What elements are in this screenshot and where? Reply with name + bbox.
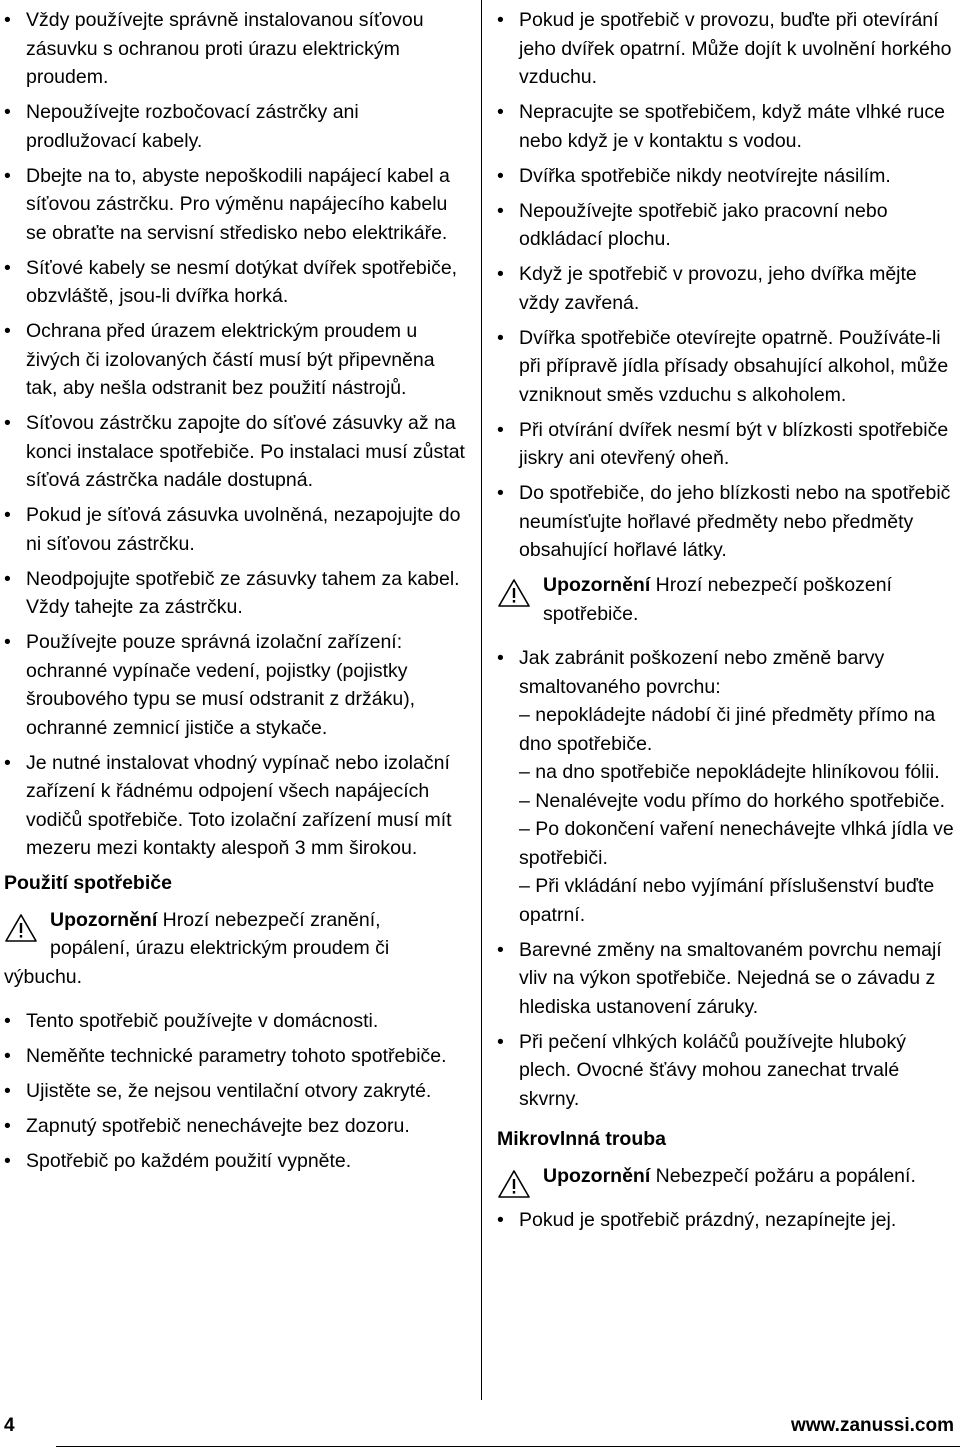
list-item: • Nepoužívejte rozbočovací zástrčky ani prodlužovací kabely. (4, 98, 467, 155)
list-item: • Spotřebič po každém použití vypněte. (4, 1147, 467, 1176)
section-heading-usage: Použití spotřebiče (4, 872, 172, 894)
enamel-sub-item: – Nenalévejte vodu přímo do horkého spotřebiče. (519, 789, 946, 812)
enamel-sub-item: – na dno spotřebiče nepokládejte hliníkovou fólii. (519, 761, 940, 783)
list-item: • Síťové kabely se nesmí dotýkat dvířek spotřebiče, obzvláště, jsou-li dvířka horká. (4, 254, 467, 311)
enamel-sub-item: – Při vkládání nebo vyjímání příslušenství buďte opatrní. (519, 875, 935, 926)
list-item-enamel (497, 644, 955, 929)
column-divider (481, 0, 482, 1400)
left-column (4, 6, 467, 1182)
list-item: • Zapnutý spotřebič nenechávejte bez dozoru. (4, 1112, 467, 1141)
enamel-intro: Jak zabránit poškození nebo změně barvy smaltovaného povrchu: (519, 647, 885, 698)
warning-triangle-icon (497, 1169, 531, 1199)
warning-usage (4, 906, 467, 992)
warning-fire (497, 1162, 955, 1191)
list-item: • Ujistěte se, že nejsou ventilační otvory zakryté. (4, 1077, 467, 1106)
list-item: • Při pečení vlhkých koláčů používejte hluboký plech. Ovocné šťávy mohou zanechat trvalé skvrny. (497, 1028, 955, 1114)
enamel-sub-item: – Po dokončení vaření nenechávejte vlhká jídla ve spotřebiči. (519, 818, 954, 869)
left-safety-list (4, 6, 467, 863)
right-microwave-list (497, 1206, 955, 1235)
list-item: • Při otvírání dvířek nesmí být v blízkosti spotřebiče jiskry ani otevřený oheň. (497, 416, 955, 473)
right-column (497, 6, 955, 1241)
warning-triangle-icon (4, 913, 38, 943)
list-item: • Dvířka spotřebiče otevírejte opatrně. Používáte-li při přípravě jídla přísady obsahující alkohol, může vzniknout směs vzduchu s alkoholem. (497, 324, 955, 410)
warning-text: Hrozí nebezpečí poškození spotřebiče. (543, 574, 892, 625)
warning-damage (497, 571, 955, 628)
list-item: • Barevné změny na smaltovaném povrchu nemají vliv na výkon spotřebiče. Nejedná se o závadu z hlediska ustanovení záruky. (497, 936, 955, 1022)
list-item: • Dvířka spotřebiče nikdy neotvírejte násilím. (497, 162, 955, 191)
right-safety-list (497, 6, 955, 565)
right-care-list (497, 644, 955, 1113)
footer-divider (56, 1446, 960, 1447)
list-item: • Dbejte na to, abyste nepoškodili napájecí kabel a síťovou zástrčku. Pro výměnu napájecího kabelu se obraťte na servisní středisko nebo elektrikáře. (4, 162, 467, 248)
list-item: • Síťovou zástrčku zapojte do síťové zásuvky až na konci instalace spotřebiče. Po instalaci musí zůstat síťová zástrčka nadále dostupná. (4, 409, 467, 495)
warning-label: Upozornění (543, 574, 651, 596)
list-item: • Neměňte technické parametry tohoto spotřebiče. (4, 1042, 467, 1071)
warning-label: Upozornění (50, 908, 158, 931)
enamel-sub-item: – nepokládejte nádobí či jiné předměty přímo na dno spotřebiče. (519, 704, 936, 755)
warning-text-continued (4, 934, 467, 991)
warning-text: Hrozí nebezpečí zranění, (162, 908, 381, 931)
section-heading-microwave: Mikrovlnná trouba (497, 1128, 667, 1150)
list-item: • Když je spotřebič v provozu, jeho dvířka mějte vždy zavřená. (497, 260, 955, 317)
list-item: • Tento spotřebič používejte v domácnosti. (4, 1007, 467, 1036)
list-item: • Nepoužívejte spotřebič jako pracovní nebo odkládací plochu. (497, 197, 955, 254)
left-usage-list (4, 1007, 467, 1176)
warning-text: Nebezpečí požáru a popálení. (655, 1164, 916, 1187)
list-item: • Používejte pouze správná izolační zařízení: ochranné vypínače vedení, pojistky (pojistky šroubového typu se musí odstranit z držáku), ochranné zemnicí jističe a stykače. (4, 628, 467, 742)
list-item: • Vždy používejte správně instalovanou síťovou zásuvku s ochranou proti úrazu elektrickým proudem. (4, 6, 467, 92)
warning-label: Upozornění (543, 1164, 651, 1187)
list-item: • Pokud je spotřebič prázdný, nezapínejte jej. (497, 1206, 955, 1235)
list-item: • Ochrana před úrazem elektrickým proudem u živých či izolovaných částí musí být připevněna tak, aby nešla odstranit bez použití nástrojů. (4, 317, 467, 403)
warning-triangle-icon (497, 578, 531, 608)
list-item: • Pokud je spotřebič v provozu, buďte při otevírání jeho dvířek opatrní. Může dojít k uvolnění horkého vzduchu. (497, 6, 955, 92)
warning-text-rest: popálení, úrazu elektrickým proudem či výbuchu. (4, 937, 390, 988)
page-number: 4 (4, 1415, 15, 1436)
list-item: • Nepracujte se spotřebičem, když máte vlhké ruce nebo když je v kontaktu s vodou. (497, 98, 955, 155)
list-item: • Do spotřebiče, do jeho blízkosti nebo na spotřebič neumísťujte hořlavé předměty nebo předměty obsahující hořlavé látky. (497, 479, 955, 565)
list-item: • Je nutné instalovat vhodný vypínač nebo izolační zařízení k řádnému odpojení všech napájecích vodičů spotřebiče. Toto izolační zařízení musí mít mezeru mezi kontakty alespoň 3 mm širokou. (4, 749, 467, 863)
list-item: • Pokud je síťová zásuvka uvolněná, nezapojujte do ni síťovou zástrčku. (4, 501, 467, 558)
footer-url[interactable]: www.zanussi.com (791, 1415, 954, 1436)
list-item: • Neodpojujte spotřebič ze zásuvky tahem za kabel. Vždy tahejte za zástrčku. (4, 565, 467, 622)
